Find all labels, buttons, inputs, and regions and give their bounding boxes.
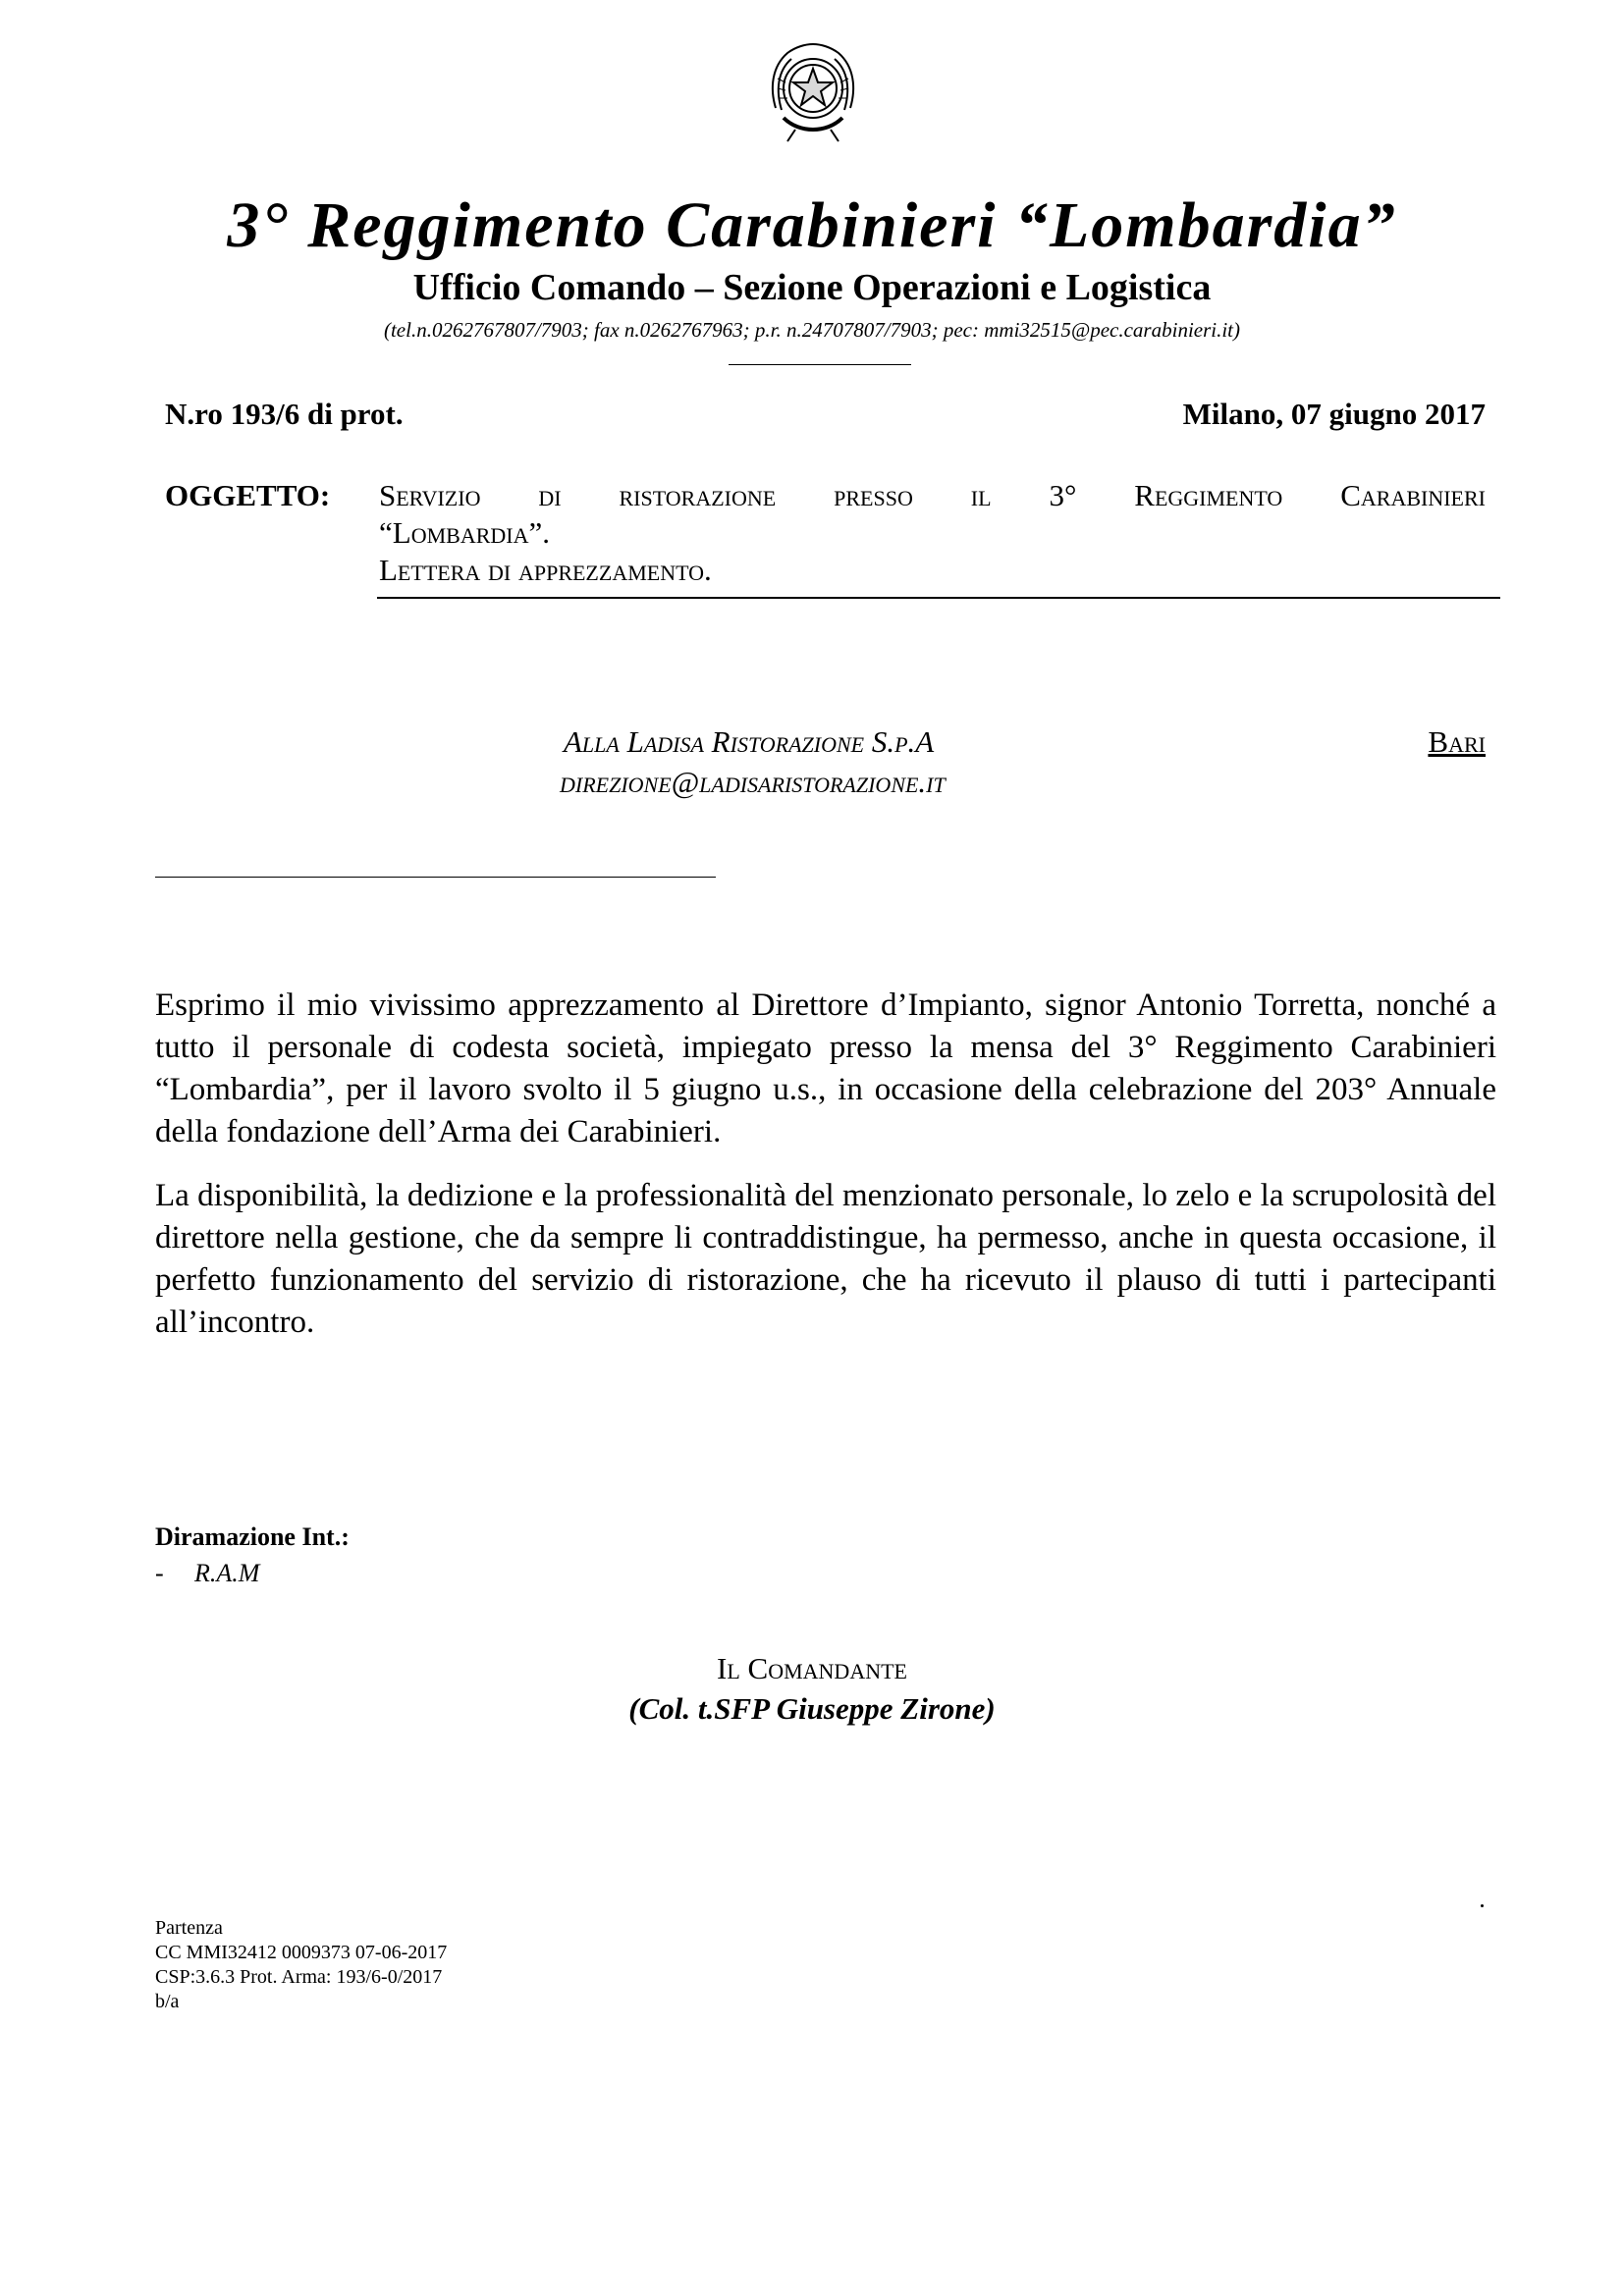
signature-role: Il Comandante (717, 1651, 907, 1685)
distribution-value: R.A.M (194, 1559, 260, 1587)
body-paragraph: La disponibilità, la dedizione e la professionalità del menzionato personale, lo zelo e la scrupolosità del direttore nella gestione, che da sempre li contraddistingue, ha permesso, anche in questa occasione, il perfetto funzionamento del servizio di ristorazione, che ha ricevuto il plauso di tutti i partecipanti all’incontro. (155, 1178, 1496, 1340)
protocol-number: N.ro 193/6 di prot. (165, 397, 404, 431)
distribution-item (155, 1557, 259, 1590)
subject-label: OGGETTO: (165, 478, 331, 512)
office-subtitle: Ufficio Comando – Sezione Operazioni e Logistica (412, 267, 1212, 308)
recipient-city: Bari (1428, 724, 1486, 759)
footer-line: b/a (155, 1991, 180, 2012)
republic-emblem-icon (766, 39, 860, 145)
header-divider (729, 364, 911, 365)
list-dash: - (155, 1559, 164, 1587)
footer-line: Partenza (155, 1917, 223, 1939)
stray-dot (1481, 1904, 1484, 1907)
recipient-email: direzione@ladisaristorazione.it (560, 765, 946, 799)
signature-name: (Col. t.SFP Giuseppe Zirone) (628, 1691, 996, 1726)
footer-registry (155, 1916, 447, 2014)
subject-line: “Lombardia”. (379, 515, 550, 550)
subject-text (379, 477, 1486, 589)
distribution-label: Diramazione Int.: (155, 1522, 350, 1551)
letter-body (155, 985, 1496, 1365)
body-paragraph: Esprimo il mio vivissimo apprezzamento al Direttore d’Impianto, signor Antonio Torretta, nonché a tutto il personale di codesta società, impiegato presso la mensa del 3° Reggimento Carabinieri “Lombardia”, per il lavoro svolto il 5 giugno u.s., in occasione della celebrazione del 203° Annuale della fondazione dell’Arma dei Carabinieri. (155, 988, 1496, 1149)
footer-line: CSP:3.6.3 Prot. Arma: 193/6-0/2017 (155, 1966, 443, 1988)
recipient-name: Alla Ladisa Ristorazione S.p.A (564, 724, 935, 759)
subject-line: Lettera di apprezzamento. (379, 553, 712, 587)
subject-underline (377, 597, 1500, 599)
contact-info: (tel.n.0262767807/7903; fax n.0262767963; p.r. n.24707807/7903; pec: mmi32515@pec.carabinieri.it) (383, 318, 1241, 342)
letter-date: Milano, 07 giugno 2017 (1182, 397, 1486, 431)
recipient-divider (155, 877, 716, 878)
page-title: 3° Reggimento Carabinieri “Lombardia” (227, 189, 1397, 261)
subject-line: Servizio di ristorazione presso il 3° Reggimento Carabinieri (379, 478, 1486, 512)
footer-line: CC MMI32412 0009373 07-06-2017 (155, 1942, 448, 1963)
